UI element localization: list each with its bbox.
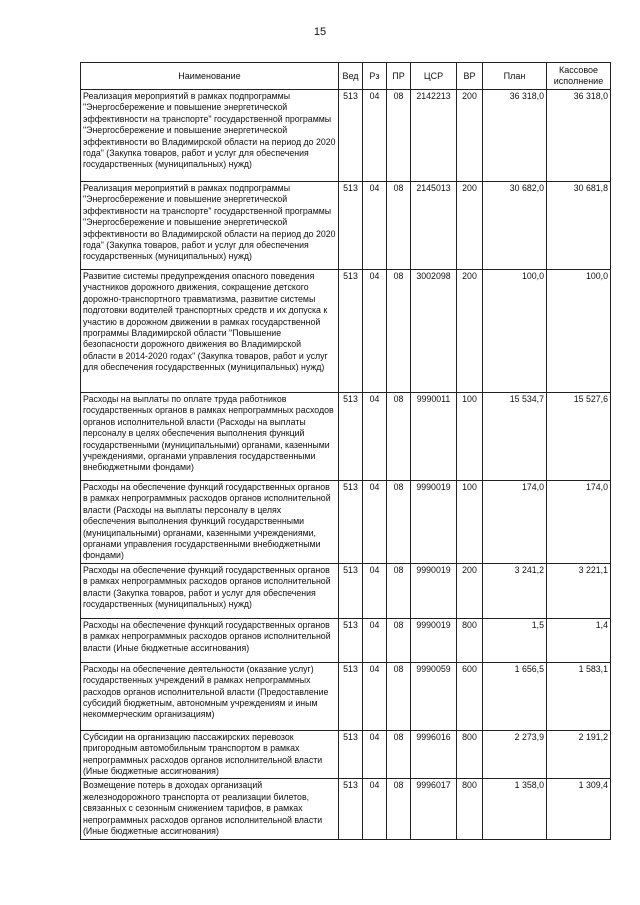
row-plan: 1,5 (483, 618, 547, 662)
table-row (81, 270, 611, 393)
row-csr: 2142213 (411, 90, 457, 182)
row-plan: 15 534,7 (483, 393, 547, 481)
header-vr: ВР (457, 63, 483, 90)
table-row (81, 393, 611, 481)
header-rz: Рз (363, 63, 387, 90)
row-rz: 04 (363, 563, 387, 618)
table-row (81, 730, 611, 779)
row-plan: 1 358,0 (483, 779, 547, 839)
row-pr: 08 (387, 662, 411, 730)
row-csr: 9996017 (411, 779, 457, 839)
row-rz: 04 (363, 393, 387, 481)
header-plan: План (483, 63, 547, 90)
row-vr: 200 (457, 563, 483, 618)
row-name: Субсидии на организацию пассажирских перевозок пригородным автомобильным транспортом в рамках непрограммных расходов органов исполнительной власти (Иные бюджетные ассигнования) (81, 730, 339, 779)
row-vr: 200 (457, 182, 483, 270)
row-ved: 513 (339, 779, 363, 839)
row-exec: 3 221,1 (547, 563, 611, 618)
row-pr: 08 (387, 90, 411, 182)
row-rz: 04 (363, 779, 387, 839)
row-rz: 04 (363, 730, 387, 779)
row-ved: 513 (339, 393, 363, 481)
row-name: Развитие системы предупреждения опасного поведения участников дорожного движения, сокращение детского дорожно-транспортного травматизма, развитие системы подготовки водителей транспортных средств и их допуска к участию в дорожном движении в рамках государственной программы Владимирской области "Повышение безопасности дорожного движения во Владимирской области в 2014-2020 годах" (Закупка товаров, работ и услуг для обеспечения государственных (муниципальных) нужд) (81, 270, 339, 393)
row-name: Расходы на обеспечение функций государственных органов в рамках непрограммных расходов органов исполнительной власти (Иные бюджетные ассигнования) (81, 618, 339, 662)
row-name: Реализация мероприятий в рамках подпрограммы "Энергосбережение и повышение энергетической эффективности на транспорте" государственной программы "Энергосбережение и повышение энергетической эффективности во Владимирской области на период до 2020 года" (Закупка товаров, работ и услуг для обеспечения государственных (муниципальных) нужд) (81, 90, 339, 182)
row-csr: 9996016 (411, 730, 457, 779)
row-exec: 2 191,2 (547, 730, 611, 779)
table-row (81, 90, 611, 182)
row-exec: 1 309,4 (547, 779, 611, 839)
table-row (81, 481, 611, 564)
table-row (81, 182, 611, 270)
row-csr: 9990059 (411, 662, 457, 730)
row-name: Расходы на обеспечение деятельности (оказание услуг) государственных учреждений в рамках непрограммных расходов органов исполнительной власти (Предоставление субсидий бюджетным, автономным учреждениям и иным некоммерческим организациям) (81, 662, 339, 730)
row-name: Расходы на выплаты по оплате труда работников государственных органов в рамках непрограммных расходов органов исполнительной власти (Расходы на выплаты персоналу в целях обеспечения выполнения функций государственными (муниципальными) органами, казенными учреждениями, органами управления государственными внебюджетными фондами) (81, 393, 339, 481)
row-rz: 04 (363, 618, 387, 662)
row-vr: 800 (457, 730, 483, 779)
row-vr: 100 (457, 393, 483, 481)
row-pr: 08 (387, 270, 411, 393)
row-plan: 3 241,2 (483, 563, 547, 618)
row-rz: 04 (363, 270, 387, 393)
row-vr: 800 (457, 779, 483, 839)
table-row (81, 563, 611, 618)
row-plan: 100,0 (483, 270, 547, 393)
row-rz: 04 (363, 662, 387, 730)
row-exec: 30 681,8 (547, 182, 611, 270)
row-ved: 513 (339, 618, 363, 662)
row-plan: 36 318,0 (483, 90, 547, 182)
row-csr: 2145013 (411, 182, 457, 270)
header-csr: ЦСР (411, 63, 457, 90)
row-plan: 2 273,9 (483, 730, 547, 779)
row-ved: 513 (339, 270, 363, 393)
row-pr: 08 (387, 393, 411, 481)
table-row (81, 662, 611, 730)
row-plan: 174,0 (483, 481, 547, 564)
budget-table (80, 62, 611, 840)
row-name: Реализация мероприятий в рамках подпрограммы "Энергосбережение и повышение энергетической эффективности на транспорте" государственной программы "Энергосбережение и повышение энергетической эффективности во Владимирской области на период до 2020 года" (Закупка товаров, работ и услуг для обеспечения государственных (муниципальных) нужд) (81, 182, 339, 270)
table-row (81, 779, 611, 839)
row-exec: 174,0 (547, 481, 611, 564)
row-rz: 04 (363, 481, 387, 564)
row-exec: 1 583,1 (547, 662, 611, 730)
row-pr: 08 (387, 182, 411, 270)
row-pr: 08 (387, 618, 411, 662)
row-csr: 9990019 (411, 618, 457, 662)
row-csr: 9990019 (411, 563, 457, 618)
row-pr: 08 (387, 779, 411, 839)
row-vr: 100 (457, 481, 483, 564)
row-ved: 513 (339, 182, 363, 270)
row-ved: 513 (339, 90, 363, 182)
row-plan: 1 656,5 (483, 662, 547, 730)
row-name: Расходы на обеспечение функций государственных органов в рамках непрограммных расходов органов исполнительной власти (Закупка товаров, работ и услуг для обеспечения государственных (муниципальных) нужд) (81, 563, 339, 618)
header-exec: Кассовое исполнение (547, 63, 611, 90)
header-row (81, 63, 611, 90)
row-pr: 08 (387, 730, 411, 779)
row-rz: 04 (363, 90, 387, 182)
row-name: Возмещение потерь в доходах организаций железнодорожного транспорта от реализации билетов, связанных с сезонным снижением тарифов, в рамках непрограммных расходов органов исполнительной власти (Иные бюджетные ассигнования) (81, 779, 339, 839)
row-csr: 9990019 (411, 481, 457, 564)
header-pr: ПР (387, 63, 411, 90)
row-plan: 30 682,0 (483, 182, 547, 270)
row-ved: 513 (339, 481, 363, 564)
row-vr: 800 (457, 618, 483, 662)
row-ved: 513 (339, 662, 363, 730)
row-csr: 3002098 (411, 270, 457, 393)
row-pr: 08 (387, 481, 411, 564)
row-exec: 36 318,0 (547, 90, 611, 182)
row-csr: 9990011 (411, 393, 457, 481)
row-exec: 15 527,6 (547, 393, 611, 481)
row-ved: 513 (339, 563, 363, 618)
row-exec: 1,4 (547, 618, 611, 662)
row-vr: 600 (457, 662, 483, 730)
row-rz: 04 (363, 182, 387, 270)
row-ved: 513 (339, 730, 363, 779)
page-number: 15 (313, 26, 327, 38)
row-vr: 200 (457, 270, 483, 393)
row-name: Расходы на обеспечение функций государственных органов в рамках непрограммных расходов органов исполнительной власти (Расходы на выплаты персоналу в целях обеспечения выполнения функций государственными (муниципальными) органами, казенными учреждениями, органами управления государственными внебюджетными фондами) (81, 481, 339, 564)
table-row (81, 618, 611, 662)
row-pr: 08 (387, 563, 411, 618)
header-name: Наименование (81, 63, 339, 90)
header-ved: Вед (339, 63, 363, 90)
row-exec: 100,0 (547, 270, 611, 393)
row-vr: 200 (457, 90, 483, 182)
